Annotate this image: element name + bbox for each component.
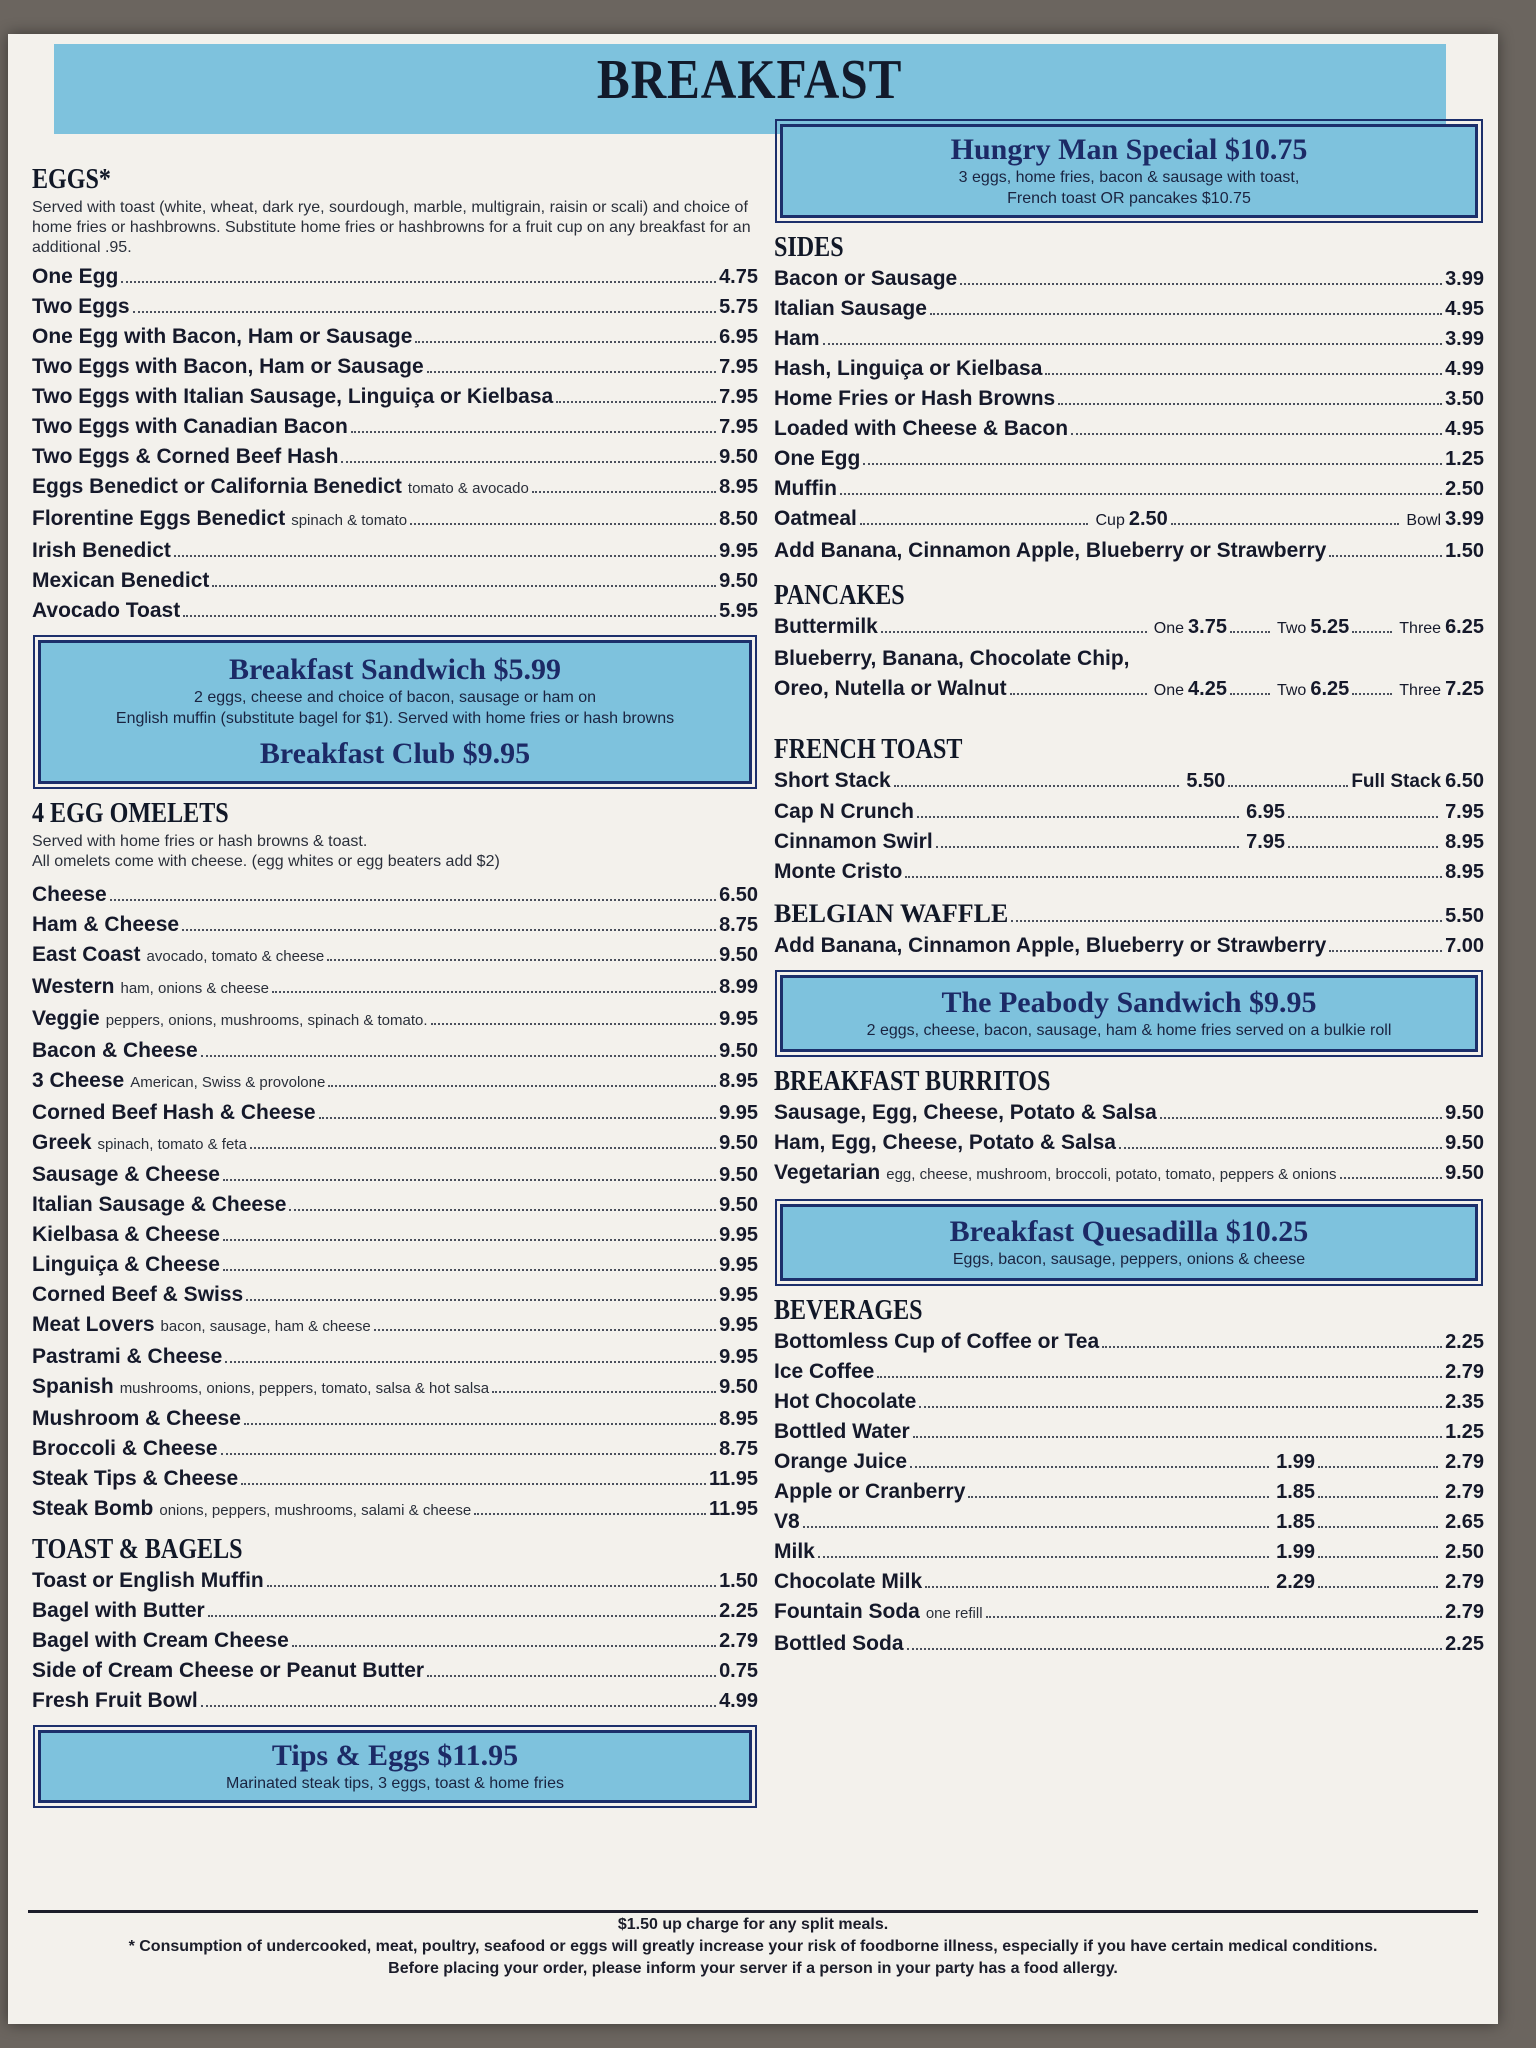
full-stack-price: 7.95 — [1445, 801, 1484, 823]
menu-item-price: 6.95 — [719, 326, 758, 348]
menu-item-name: Muffin — [774, 477, 837, 500]
menu-item-row — [32, 1596, 758, 1626]
waffle-row — [774, 899, 1484, 931]
french-toast-title: FRENCH TOAST — [774, 734, 963, 765]
fountain-soda-note: one refill — [925, 1605, 983, 1622]
menu-item-name: One Egg with Bacon, Ham or Sausage — [32, 325, 413, 348]
hungry-man-desc-2: French toast OR pancakes $10.75 — [1007, 190, 1251, 207]
menu-item-price: 8.95 — [719, 1408, 758, 1430]
menu-item-price: 9.50 — [719, 1164, 758, 1186]
omelets-title: 4 EGG OMELETS — [32, 798, 229, 829]
menu-item-price: 9.50 — [719, 570, 758, 592]
omelets-desc-1: Served with home fries or hash browns & toast. — [32, 833, 368, 850]
menu-item-name: Steak Bomb — [32, 1497, 154, 1520]
menu-item-price: 9.50 — [719, 944, 758, 966]
menu-item-price: 3.99 — [1445, 328, 1484, 350]
menu-item-name: Hash, Linguiça or Kielbasa — [774, 357, 1043, 380]
menu-item-name: East Coast — [32, 943, 141, 966]
menu-item-row — [32, 536, 758, 566]
menu-item-name: V8 — [774, 1510, 800, 1533]
menu-item-name: Loaded with Cheese & Bacon — [774, 417, 1069, 440]
menu-page — [8, 34, 1498, 2024]
menu-item-row — [32, 940, 758, 972]
eggs-section — [32, 164, 758, 626]
menu-item-row — [774, 444, 1484, 474]
buttermilk-one-price: 3.75 — [1188, 616, 1227, 638]
omelets-description — [32, 832, 758, 872]
menu-item-price: 3.50 — [1445, 388, 1484, 410]
menu-item-name: Hot Chocolate — [774, 1390, 917, 1413]
breakfast-sandwich-desc-1: 2 eggs, cheese and choice of bacon, sausage or ham on — [193, 689, 597, 706]
menu-item-price: 9.95 — [719, 540, 758, 562]
menu-item-note: onions, peppers, mushrooms, salami & cheese — [159, 1502, 472, 1519]
breakfast-club-title: Breakfast Club $9.95 — [259, 737, 531, 770]
menu-item-note: bacon, sausage, ham & cheese — [160, 1318, 371, 1335]
menu-item-price: 9.50 — [1445, 1102, 1484, 1124]
bottled-soda-price: 2.25 — [1445, 1633, 1484, 1655]
sides-section — [774, 232, 1484, 566]
menu-item-name: Italian Sausage & Cheese — [32, 1193, 287, 1216]
fountain-soda-price: 2.79 — [1445, 1601, 1484, 1623]
menu-item-row — [32, 1434, 758, 1464]
short-stack-name: Short Stack — [774, 769, 891, 792]
menu-item-row — [32, 1404, 758, 1434]
flavored-pancakes-name: Oreo, Nutella or Walnut — [774, 677, 1007, 700]
short-stack-price: 6.95 — [1246, 801, 1286, 823]
menu-item-name: Vegetarian — [774, 1161, 881, 1184]
short-stack-price: 5.50 — [1186, 770, 1226, 792]
menu-item-name: Cinnamon Swirl — [774, 830, 933, 853]
menu-item-name: Cheese — [32, 883, 107, 906]
tips-eggs-desc: Marinated steak tips, 3 eggs, toast & home fries — [226, 1775, 564, 1792]
menu-item-row — [774, 384, 1484, 414]
buttermilk-name: Buttermilk — [774, 615, 878, 638]
menu-item-row — [32, 442, 758, 472]
tips-eggs-box — [38, 1730, 752, 1803]
menu-item-row — [774, 264, 1484, 294]
menu-item-row — [32, 1656, 758, 1686]
menu-item-row — [32, 1686, 758, 1716]
pancake-one-label: One — [1153, 620, 1185, 637]
menu-item-name: Avocado Toast — [32, 599, 181, 622]
menu-item-price: 4.95 — [1445, 418, 1484, 440]
menu-item-row — [774, 1327, 1484, 1357]
menu-item-name: Meat Lovers — [32, 1313, 155, 1336]
small-size-price: 1.85 — [1276, 1511, 1316, 1533]
menu-item-note: tomato & avocado — [407, 480, 529, 497]
bottled-soda-row — [774, 1629, 1484, 1659]
menu-item-price: 7.95 — [719, 356, 758, 378]
menu-item-price: 8.95 — [719, 476, 758, 498]
menu-item-row — [774, 474, 1484, 504]
menu-item-row — [32, 1626, 758, 1656]
allergy-note: Before placing your order, please inform your server if a person in your party has a food allergy. — [388, 1960, 1118, 1977]
menu-item-row — [32, 910, 758, 940]
beverages-section — [774, 1295, 1484, 1659]
menu-item-name: Mexican Benedict — [32, 569, 210, 592]
sides-addon-name: Add Banana, Cinnamon Apple, Blueberry or Strawberry — [774, 539, 1327, 562]
hungry-man-title: Hungry Man Special $10.75 — [950, 133, 1308, 166]
menu-item-row — [774, 1507, 1484, 1537]
menu-item-name: Two Eggs & Corned Beef Hash — [32, 445, 339, 468]
full-stack-label: Full Stack — [1351, 771, 1442, 792]
peabody-title: The Peabody Sandwich $9.95 — [941, 986, 1317, 1019]
menu-item-note: spinach, tomato & feta — [97, 1136, 247, 1153]
menu-item-name: Kielbasa & Cheese — [32, 1223, 220, 1246]
full-stack-price: 6.50 — [1445, 770, 1484, 792]
buttermilk-two-price: 5.25 — [1310, 616, 1350, 638]
menu-item-row — [32, 596, 758, 626]
large-size-price: 2.65 — [1445, 1511, 1484, 1533]
menu-item-row — [774, 1387, 1484, 1417]
menu-item-price: 4.99 — [719, 1690, 758, 1712]
menu-item-name: Bagel with Butter — [32, 1599, 205, 1622]
burritos-title: BREAKFAST BURRITOS — [774, 1066, 1051, 1097]
menu-item-note: egg, cheese, mushroom, broccoli, potato, tomato, peppers & onions — [886, 1166, 1337, 1183]
menu-item-name: Side of Cream Cheese or Peanut Butter — [32, 1659, 425, 1682]
small-size-price: 2.29 — [1276, 1571, 1316, 1593]
menu-item-row — [774, 1477, 1484, 1507]
menu-item-row — [32, 1310, 758, 1342]
menu-item-price: 9.50 — [719, 1040, 758, 1062]
menu-item-price: 11.95 — [709, 1498, 758, 1520]
menu-item-price: 4.75 — [719, 266, 758, 288]
menu-item-name: Pastrami & Cheese — [32, 1345, 223, 1368]
menu-item-row — [32, 1160, 758, 1190]
menu-item-row — [32, 1372, 758, 1404]
menu-item-price: 6.50 — [719, 884, 758, 906]
flavored-pancakes-line-1: Blueberry, Banana, Chocolate Chip, — [774, 647, 1130, 670]
menu-item-name: Ham — [774, 327, 820, 350]
menu-item-row — [32, 1250, 758, 1280]
menu-item-row — [774, 1158, 1484, 1190]
menu-item-price: 9.50 — [1445, 1132, 1484, 1154]
buttermilk-three-price: 6.25 — [1445, 616, 1484, 638]
menu-item-row — [32, 880, 758, 910]
hungry-man-box — [780, 124, 1478, 218]
oatmeal-bowl-price: 3.99 — [1445, 508, 1485, 530]
beverages-two-size-list — [774, 1447, 1484, 1597]
menu-item-name: Two Eggs with Canadian Bacon — [32, 415, 348, 438]
menu-item-price: 9.95 — [719, 1008, 758, 1030]
eggs-description: Served with toast (white, wheat, dark rye, sourdough, marble, multigrain, raisin or scali) and choice of home fries or hashbrowns. Substitute home fries or hashbrowns for a fruit cup on any breakfast for an additional .95. — [32, 199, 751, 256]
menu-item-name: Veggie — [32, 1007, 100, 1030]
omelets-list — [32, 880, 758, 1526]
menu-item-price: 1.25 — [1445, 448, 1484, 470]
menu-item-name: Bacon or Sausage — [774, 267, 958, 290]
pancakes-section — [774, 580, 1484, 706]
menu-item-price: 2.79 — [719, 1630, 758, 1652]
menu-item-name: Bagel with Cream Cheese — [32, 1629, 289, 1652]
menu-item-note: spinach & tomato — [291, 512, 408, 529]
menu-item-name: Ice Coffee — [774, 1360, 875, 1383]
menu-item-price: 5.95 — [719, 600, 758, 622]
flavored-pancakes-row: Oreo, Nutella or Walnut One 4.25 Two 6.25 Three 7.25 — [774, 674, 1484, 706]
menu-item-name: Sausage, Egg, Cheese, Potato & Salsa — [774, 1101, 1157, 1124]
oatmeal-row — [774, 504, 1484, 536]
menu-item-name: Two Eggs with Bacon, Ham or Sausage — [32, 355, 424, 378]
pancake-three-label: Three — [1399, 620, 1442, 637]
menu-item-price: 5.75 — [719, 296, 758, 318]
burritos-list — [774, 1098, 1484, 1190]
menu-item-price: 3.99 — [1445, 268, 1484, 290]
menu-item-price: 2.25 — [719, 1600, 758, 1622]
menu-item-price: 9.50 — [719, 1194, 758, 1216]
breakfast-sandwich-desc-2: English muffin (substitute bagel for $1). Served with home fries or hash browns — [115, 710, 675, 727]
menu-item-price: 9.95 — [719, 1224, 758, 1246]
menu-item-price: 9.50 — [719, 446, 758, 468]
menu-item-price: 11.95 — [709, 1468, 758, 1490]
right-column — [774, 124, 1484, 1659]
flavored-one-price: 4.25 — [1188, 678, 1227, 700]
menu-item-name: Florentine Eggs Benedict — [32, 507, 286, 530]
menu-item-name: Apple or Cranberry — [774, 1480, 966, 1503]
menu-item-price: 9.50 — [719, 1376, 758, 1398]
food-warning: * Consumption of undercooked, meat, poultry, seafood or eggs will greatly increase your risk of foodborne illness, especially if you have certain medical conditions. — [128, 1938, 1378, 1955]
beverages-title: BEVERAGES — [774, 1295, 923, 1326]
menu-item-row — [774, 1537, 1484, 1567]
monte-cristo-row — [774, 857, 1484, 887]
menu-item-row — [32, 1004, 758, 1036]
full-stack-price: 8.95 — [1445, 831, 1484, 853]
menu-item-name: Irish Benedict — [32, 539, 171, 562]
menu-item-price: 8.75 — [719, 1438, 758, 1460]
large-size-price: 2.79 — [1445, 1481, 1484, 1503]
menu-item-name: Greek — [32, 1131, 92, 1154]
menu-item-row — [774, 1567, 1484, 1597]
menu-item-price: 9.95 — [719, 1284, 758, 1306]
menu-item-row — [32, 1342, 758, 1372]
menu-item-price: 2.79 — [1445, 1361, 1484, 1383]
menu-item-row — [774, 1417, 1484, 1447]
waffle-section — [774, 899, 1484, 961]
menu-item-name: 3 Cheese — [32, 1069, 125, 1092]
menu-item-note: mushrooms, onions, peppers, tomato, salsa & hot salsa — [119, 1380, 490, 1397]
eggs-list — [32, 262, 758, 626]
menu-item-name: Broccoli & Cheese — [32, 1437, 218, 1460]
menu-item-price: 7.95 — [719, 416, 758, 438]
title-banner — [54, 44, 1446, 134]
sides-addon-row — [774, 536, 1484, 566]
menu-item-note: avocado, tomato & cheese — [146, 948, 325, 965]
menu-item-row — [774, 1357, 1484, 1387]
waffle-addon-row — [774, 931, 1484, 961]
quesadilla-box — [780, 1204, 1478, 1281]
menu-item-price: 7.95 — [719, 386, 758, 408]
menu-item-row — [774, 1098, 1484, 1128]
toast-list — [32, 1566, 758, 1716]
menu-item-price: 1.50 — [719, 1570, 758, 1592]
small-size-price: 1.85 — [1276, 1481, 1316, 1503]
menu-item-name: Cap N Crunch — [774, 800, 915, 823]
menu-item-row — [32, 1098, 758, 1128]
menu-item-name: One Egg — [774, 447, 861, 470]
menu-item-name: Steak Tips & Cheese — [32, 1467, 239, 1490]
menu-item-name: Orange Juice — [774, 1450, 908, 1473]
menu-item-row — [774, 354, 1484, 384]
menu-item-name: Two Eggs — [32, 295, 130, 318]
burritos-section — [774, 1066, 1484, 1190]
menu-item-row — [774, 1447, 1484, 1477]
menu-item-price: 9.50 — [719, 1132, 758, 1154]
waffle-title: BELGIAN WAFFLE — [774, 899, 1009, 928]
menu-item-row — [32, 472, 758, 504]
toast-section — [32, 1534, 758, 1716]
tips-eggs-title: Tips & Eggs $11.95 — [271, 1739, 519, 1772]
menu-item-row — [774, 414, 1484, 444]
menu-item-row — [774, 1128, 1484, 1158]
beverages-list — [774, 1327, 1484, 1447]
menu-item-price: 4.99 — [1445, 358, 1484, 380]
menu-item-price: 4.95 — [1445, 298, 1484, 320]
sides-addon-price: 1.50 — [1445, 540, 1484, 562]
menu-item-price: 8.99 — [719, 976, 758, 998]
menu-item-row — [32, 1464, 758, 1494]
large-size-price: 2.79 — [1445, 1571, 1484, 1593]
breakfast-sandwich-box — [38, 640, 752, 784]
menu-item-name: Bacon & Cheese — [32, 1039, 198, 1062]
menu-item-row — [32, 1036, 758, 1066]
menu-item-row — [32, 1128, 758, 1160]
menu-item-name: Spanish — [32, 1375, 114, 1398]
menu-item-price: 2.35 — [1445, 1391, 1484, 1413]
menu-item-note: American, Swiss & provolone — [130, 1074, 326, 1091]
footer — [8, 1914, 1498, 1980]
menu-item-row — [32, 504, 758, 536]
menu-item-name: Two Eggs with Italian Sausage, Linguiça or Kielbasa — [32, 385, 554, 408]
waffle-addon-price: 7.00 — [1445, 935, 1484, 957]
menu-item-price: 2.25 — [1445, 1331, 1484, 1353]
menu-item-price: 9.95 — [719, 1254, 758, 1276]
quesadilla-desc: Eggs, bacon, sausage, peppers, onions & cheese — [952, 1251, 1306, 1268]
left-column — [32, 164, 758, 1817]
menu-item-price: 8.95 — [719, 1070, 758, 1092]
menu-item-row — [32, 1280, 758, 1310]
fountain-soda-name: Fountain Soda — [774, 1600, 920, 1623]
menu-item-name: Ham & Cheese — [32, 913, 180, 936]
menu-item-row — [774, 827, 1484, 857]
monte-cristo-name: Monte Cristo — [774, 860, 903, 883]
menu-item-row — [32, 262, 758, 292]
menu-item-name: Mushroom & Cheese — [32, 1407, 241, 1430]
toast-title: TOAST & BAGELS — [32, 1534, 243, 1565]
peabody-box — [780, 975, 1478, 1052]
menu-item-name: Eggs Benedict or California Benedict — [32, 475, 402, 498]
menu-item-row — [32, 412, 758, 442]
menu-item-name: Milk — [774, 1540, 815, 1563]
menu-item-name: Home Fries or Hash Browns — [774, 387, 1056, 410]
waffle-price: 5.50 — [1445, 905, 1484, 927]
peabody-desc: 2 eggs, cheese, bacon, sausage, ham & home fries served on a bulkie roll — [866, 1022, 1392, 1039]
flavored-three-price: 7.25 — [1445, 678, 1484, 700]
menu-item-row — [774, 294, 1484, 324]
menu-item-row — [32, 972, 758, 1004]
menu-item-name: Fresh Fruit Bowl — [32, 1689, 198, 1712]
menu-item-name: Bottled Water — [774, 1420, 910, 1443]
flavored-two-price: 6.25 — [1310, 678, 1350, 700]
menu-item-name: One Egg — [32, 265, 119, 288]
menu-item-name: Sausage & Cheese — [32, 1163, 220, 1186]
menu-item-name: Ham, Egg, Cheese, Potato & Salsa — [774, 1131, 1116, 1154]
french-toast-list — [774, 797, 1484, 857]
small-size-price: 1.99 — [1276, 1541, 1316, 1563]
menu-item-price: 0.75 — [719, 1660, 758, 1682]
pancake-two-label: Two — [1276, 620, 1307, 637]
large-size-price: 2.79 — [1445, 1451, 1484, 1473]
hungry-man-desc-1: 3 eggs, home fries, bacon & sausage with toast, — [958, 169, 1300, 186]
menu-item-name: Chocolate Milk — [774, 1570, 923, 1593]
menu-item-price: 9.95 — [719, 1102, 758, 1124]
menu-item-price: 1.25 — [1445, 1421, 1484, 1443]
menu-item-note: ham, onions & cheese — [120, 980, 269, 997]
menu-item-name: Corned Beef Hash & Cheese — [32, 1101, 316, 1124]
menu-item-name: Linguiça & Cheese — [32, 1253, 220, 1276]
menu-item-row — [32, 352, 758, 382]
menu-item-name: Bottomless Cup of Coffee or Tea — [774, 1330, 1100, 1353]
split-charge-note: $1.50 up charge for any split meals. — [617, 1916, 889, 1933]
sides-list — [774, 264, 1484, 504]
oatmeal-cup-price: 2.50 — [1128, 508, 1168, 530]
fountain-soda-row — [774, 1597, 1484, 1629]
waffle-addon-name: Add Banana, Cinnamon Apple, Blueberry or Strawberry — [774, 934, 1327, 957]
menu-item-row — [32, 566, 758, 596]
short-stack-row — [774, 766, 1484, 797]
french-toast-section — [774, 734, 1484, 887]
small-size-price: 1.99 — [1276, 1451, 1316, 1473]
menu-item-name: Italian Sausage — [774, 297, 927, 320]
eggs-title: EGGS* — [32, 164, 111, 195]
menu-item-row — [32, 322, 758, 352]
menu-item-note: peppers, onions, mushrooms, spinach & tomato. — [105, 1012, 428, 1029]
menu-item-row — [32, 1494, 758, 1526]
menu-item-name: Western — [32, 975, 115, 998]
short-stack-price: 7.95 — [1246, 831, 1286, 853]
menu-item-row — [32, 1566, 758, 1596]
menu-item-row — [32, 1066, 758, 1098]
menu-item-row — [32, 1220, 758, 1250]
oatmeal-cup-label: Cup — [1095, 512, 1125, 529]
oatmeal-bowl-label: Bowl — [1406, 512, 1442, 529]
monte-cristo-price: 8.95 — [1445, 861, 1484, 883]
menu-item-price: 2.50 — [1445, 478, 1484, 500]
bottled-soda-name: Bottled Soda — [774, 1632, 904, 1655]
menu-item-row — [774, 324, 1484, 354]
omelets-section — [32, 798, 758, 1526]
breakfast-sandwich-title: Breakfast Sandwich $5.99 — [229, 653, 561, 686]
omelets-desc-2: All omelets come with cheese. (egg whites or egg beaters add $2) — [32, 853, 500, 870]
menu-title: BREAKFAST — [597, 49, 903, 111]
menu-item-price: 9.95 — [719, 1346, 758, 1368]
menu-item-price: 8.75 — [719, 914, 758, 936]
buttermilk-row — [774, 612, 1484, 644]
menu-item-row — [32, 292, 758, 322]
menu-item-price: 9.50 — [1445, 1162, 1484, 1184]
pancakes-title: PANCAKES — [774, 580, 905, 611]
menu-item-row — [32, 382, 758, 412]
menu-item-name: Toast or English Muffin — [32, 1569, 264, 1592]
oatmeal-name: Oatmeal — [774, 507, 857, 530]
menu-item-row — [774, 797, 1484, 827]
sides-title: SIDES — [774, 232, 844, 263]
menu-item-row — [32, 1190, 758, 1220]
quesadilla-title: Breakfast Quesadilla $10.25 — [949, 1215, 1309, 1248]
menu-item-name: Corned Beef & Swiss — [32, 1283, 244, 1306]
large-size-price: 2.50 — [1445, 1541, 1484, 1563]
menu-item-price: 8.50 — [719, 508, 758, 530]
menu-item-price: 9.95 — [719, 1314, 758, 1336]
